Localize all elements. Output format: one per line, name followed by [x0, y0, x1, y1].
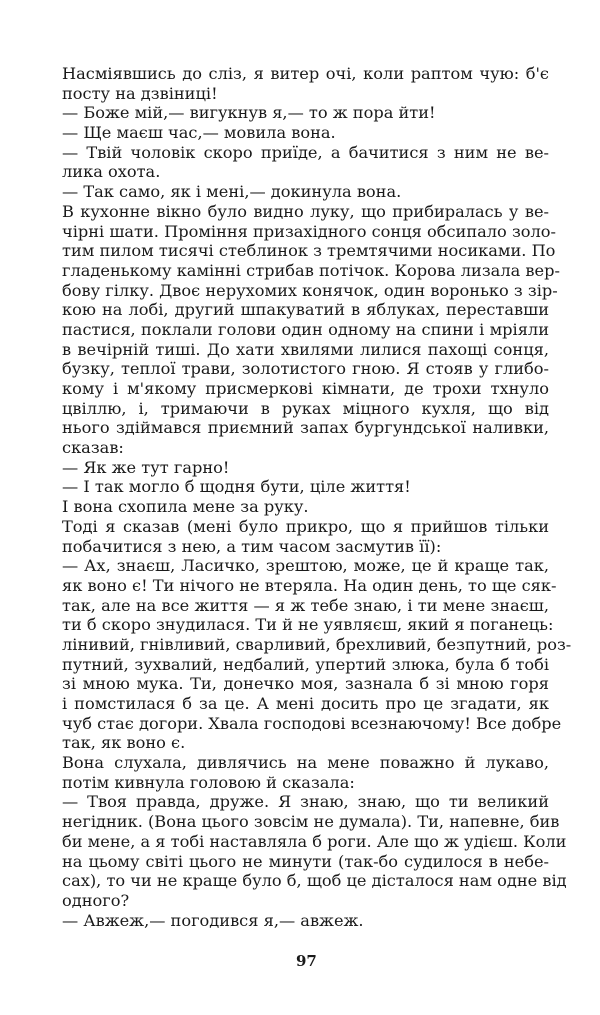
- text-line: В кухонне вікно було видно луку, що прибиралась у ве-: [62, 201, 549, 221]
- text-line: побачитися з нею, а тим часом засмутив її):: [62, 536, 442, 556]
- text-line: тим пилом тисячі стеблинок з тремтячими носиками. По: [62, 241, 556, 261]
- text-line: кою на лобі, другий шпакуватий в яблуках, переставши: [62, 300, 549, 320]
- text-line: — І так могло б щодня бути, ціле життя!: [62, 477, 411, 497]
- text-line: ти б скоро знудилася. Ти й не уявляєш, який я поганець:: [62, 615, 554, 635]
- text-line: Тоді я сказав (мені було прикро, що я прийшов тільки: [62, 516, 549, 536]
- text-line: одного?: [62, 890, 130, 910]
- text-line: бову гілку. Двоє нерухомих конячок, один воронько з зір-: [62, 280, 558, 300]
- text-line: — Ще маєш час,— мовила вона.: [62, 123, 336, 143]
- text-line: чірні шати. Проміння призахідного сонця обсипало золо-: [62, 221, 557, 241]
- text-line: посту на дзвіниці!: [62, 83, 218, 103]
- text-line: лінивий, гнівливий, сварливий, брехливий, безпутний, роз-: [62, 634, 572, 654]
- text-line: — Так само, як і мені,— докинула вона.: [62, 182, 402, 202]
- text-line: негідник. (Вона цього зовсім не думала). Ти, напевне, бив: [62, 812, 560, 832]
- text-line: — Боже мій,— вигукнув я,— то ж пора йти!: [62, 103, 436, 123]
- text-line: чуб стає догори. Хвала господові всезнаючому! Все добре: [62, 713, 562, 733]
- text-line: — Твоя правда, друже. Я знаю, знаю, що ти великий: [62, 792, 549, 812]
- text-line: на цьому світі цього не минути (так-бо судилося в небе-: [62, 851, 549, 871]
- text-line: так, як воно є.: [62, 733, 186, 753]
- text-line: Насміявшись до сліз, я витер очі, коли раптом чую: б'є: [62, 64, 549, 83]
- text-line: — Твій чоловік скоро приїде, а бачитися з ним не ве-: [62, 142, 549, 162]
- text-line: кому і м'якому присмеркові кімнати, де трохи тхнуло: [62, 379, 549, 398]
- text-line: зі мною мука. Ти, донечко моя, зазнала б зі мною горя: [62, 674, 549, 694]
- page-number: 97: [296, 952, 317, 970]
- text-line: пастися, поклали голови один одному на спини і мріяли: [62, 319, 549, 339]
- text-line: путний, зухвалий, недбалий, упертий злюка, була б тобі: [62, 654, 549, 674]
- text-line: — Авжеж,— погодився я,— авжеж.: [62, 910, 364, 930]
- text-line: І вона схопила мене за руку.: [62, 497, 309, 517]
- text-line: нього здіймався приємний запах бургундської наливки,: [62, 418, 549, 438]
- text-line: потім кивнула головою й сказала:: [62, 772, 355, 792]
- text-line: лика охота.: [62, 162, 161, 182]
- text-line: сах), то чи не краще було б, щоб це дісталося нам одне від: [62, 871, 567, 891]
- text-line: бузку, теплої трави, золотистого гною. Я стояв у глибо-: [62, 359, 549, 379]
- text-line: Вона слухала, дивлячись на мене поважно й лукаво,: [62, 753, 549, 773]
- text-line: як воно є! Ти нічого не втеряла. На один день, то ще сяк-: [62, 575, 557, 595]
- page-text: [62, 64, 572, 930]
- text-line: — Ах, знаєш, Ласичко, зрештою, може, це й краще так,: [62, 556, 549, 576]
- text-line: сказав:: [62, 438, 124, 458]
- text-line: би мене, а я тобі наставляла б роги. Але що ж удієш. Коли: [62, 831, 567, 851]
- text-line: цвіллю, і, тримаючи в руках міцного кухля, що від: [62, 398, 549, 418]
- text-line: гладенькому камінні стрибав потічок. Корова лизала вер-: [62, 260, 560, 280]
- text-line: — Як же тут гарно!: [62, 457, 230, 477]
- text-line: і помстилася б за це. А мені досить про це згадати, як: [62, 694, 549, 713]
- text-line: в вечірній тиші. До хати хвилями лилися пахощі сонця,: [62, 339, 549, 359]
- text-line: так, але на все життя — я ж тебе знаю, і ти мене знаєш,: [62, 595, 549, 615]
